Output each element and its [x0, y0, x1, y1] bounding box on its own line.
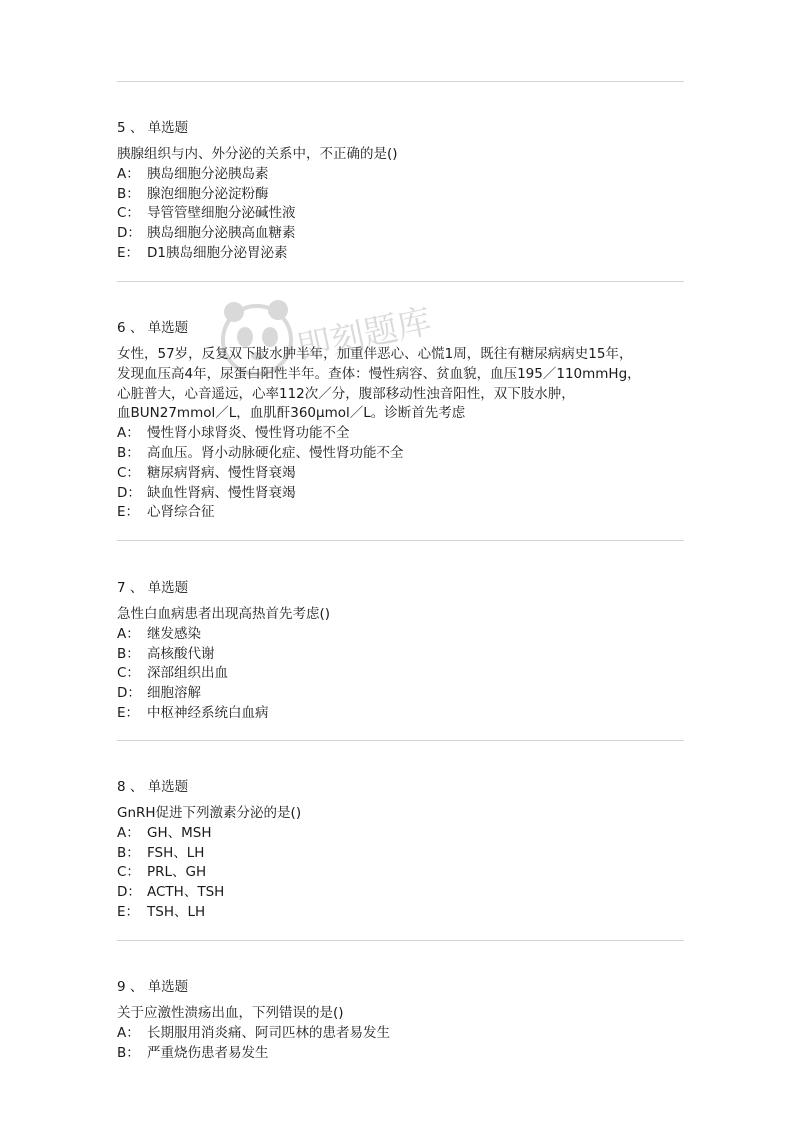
svg-text:即刻题库: 即刻题库	[293, 301, 435, 369]
option-a: A： GH、MSH	[117, 824, 212, 841]
question-block-7	[117, 578, 684, 724]
option-b: B： 腺泡细胞分泌淀粉酶	[117, 185, 269, 202]
option-e: E： D1胰岛细胞分泌胃泌素	[117, 244, 288, 261]
question-number: 8	[117, 779, 126, 795]
option-d: D： 缺血性肾病、慢性肾衰竭	[117, 484, 296, 501]
question-number: 6	[117, 320, 126, 336]
question-stem-line: 心脏普大，心音遥远，心率112次／分，腹部移动性浊音阳性，双下肢水肿，	[117, 385, 575, 402]
option-a: A： 继发感染	[117, 625, 201, 642]
question-stem: 急性白血病患者出现高热首先考虑()	[117, 606, 331, 622]
question-type: 单选题	[147, 979, 189, 995]
option-e: E： 中枢神经系统白血病	[117, 704, 269, 721]
option-e: E： 心肾综合征	[117, 504, 215, 521]
question-type: 单选题	[147, 580, 189, 596]
question-stem: 关于应激性溃疡出血，下列错误的是()	[117, 1005, 344, 1021]
question-header	[117, 977, 684, 997]
question-stem-line: 发现血压高4年，尿蛋白阳性半年。查体：慢性病容、贫血貌，血压195／110mmHg，	[117, 365, 641, 382]
question-header	[117, 578, 684, 598]
question-block-5	[117, 118, 684, 264]
divider	[117, 81, 684, 82]
question-number: 5	[117, 120, 126, 136]
option-c: C： 糖尿病肾病、慢性肾衰竭	[117, 464, 296, 481]
question-separator: 、	[129, 320, 144, 336]
divider	[117, 740, 684, 741]
question-block-8	[117, 777, 684, 923]
option-d: D： 细胞溶解	[117, 685, 201, 702]
divider	[117, 940, 684, 941]
question-stem: GnRH促进下列激素分泌的是()	[117, 805, 302, 821]
question-separator: 、	[129, 979, 144, 995]
divider	[117, 281, 684, 282]
option-b: B： 高血压。肾小动脉硬化症、慢性肾功能不全	[117, 444, 404, 461]
question-separator: 、	[129, 779, 144, 795]
option-a: A： 长期服用消炎痛、阿司匹林的患者易发生	[117, 1024, 390, 1041]
question-stem-line: 血BUN27mmol／L，血肌酐360μmol／L。诊断首先考虑	[117, 405, 466, 422]
option-b: B： 高核酸代谢	[117, 645, 215, 662]
question-type: 单选题	[147, 120, 189, 136]
question-block-6	[117, 318, 684, 523]
question-header	[117, 118, 684, 138]
option-c: C： 导管管壁细胞分泌碱性液	[117, 205, 296, 222]
question-type: 单选题	[147, 320, 189, 336]
question-block-9	[117, 977, 684, 1063]
option-a: A： 胰岛细胞分泌胰岛素	[117, 165, 269, 182]
question-type: 单选题	[147, 779, 189, 795]
question-stem-line: 女性，57岁，反复双下肢水肿半年，加重伴恶心、心慌1周，既往有糖尿病病史15年，	[117, 346, 633, 362]
option-d: D： 胰岛细胞分泌胰高血糖素	[117, 225, 296, 242]
question-stem: 胰腺组织与内、外分泌的关系中，不正确的是()	[117, 146, 398, 162]
option-c: C： PRL、GH	[117, 864, 207, 881]
option-e: E： TSH、LH	[117, 903, 206, 920]
option-b: B： 严重烧伤患者易发生	[117, 1044, 269, 1061]
option-b: B： FSH、LH	[117, 844, 205, 861]
question-number: 9	[117, 979, 126, 995]
question-separator: 、	[129, 580, 144, 596]
option-d: D： ACTH、TSH	[117, 884, 225, 901]
question-header	[117, 777, 684, 797]
question-header	[117, 318, 684, 338]
option-c: C： 深部组织出血	[117, 665, 228, 682]
option-a: A： 慢性肾小球肾炎、慢性肾功能不全	[117, 425, 350, 442]
question-number: 7	[117, 580, 126, 596]
divider	[117, 540, 684, 541]
question-separator: 、	[129, 120, 144, 136]
